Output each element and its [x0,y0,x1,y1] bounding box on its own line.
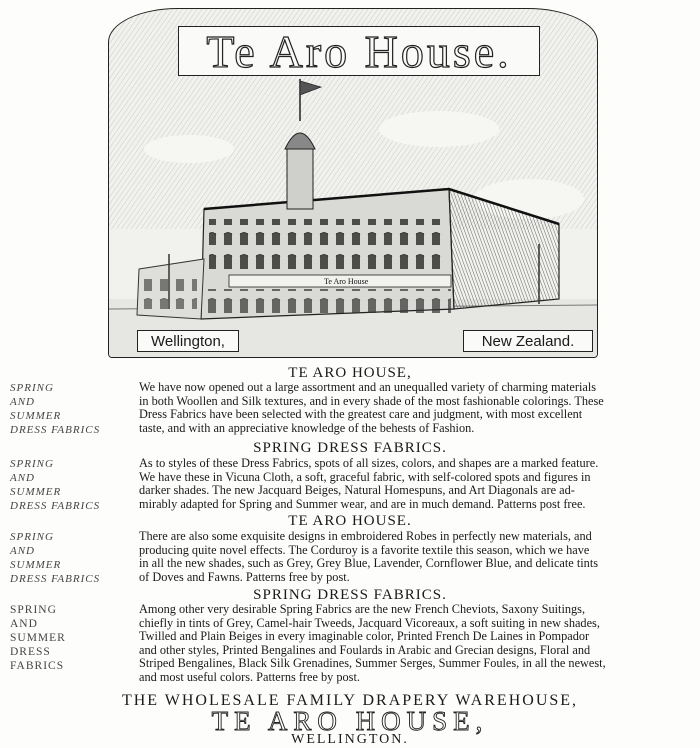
caption-new-zealand: New Zealand. [463,330,593,352]
side-label-line: DRESS FABRICS [10,500,101,512]
paragraph-line: As to styles of these Dress Fabrics, spots of all sizes, colors, and shapes are a marked feature. [139,456,599,470]
side-label-line: SPRING [10,382,54,394]
side-label-line: SPRING [10,604,57,616]
paragraph-line: We have these in Vicuna Cloth, a soft, graceful fabric, with self-colored spots and figures in [139,469,591,484]
section-heading: SPRING DRESS FABRICS. [253,440,447,456]
paragraph-line: chiefly in tints of Grey, Camel-hair Tweeds, Jacquard Vicoreaux, a soft suiting in new shades, [139,615,600,630]
side-label [10,381,138,437]
paragraph-line: darker shades. The new Jacquard Beiges, Natural Homespuns, and Art Diagonals are ad- [139,483,575,498]
paragraph-line: Striped Bengalines, Black Silk Grenadines, Summer Serges, Summer Foules, in all the newest, [139,656,606,671]
section-paragraph [139,381,699,435]
section-paragraph [139,530,699,584]
paragraph-line: We have now opened out a large assortment and an unequalled variety of charming materials [139,380,597,394]
side-label-line: AND [10,472,35,484]
paragraph-line: Twilled and Plain Beiges in every imaginable color, Printed French De Laines in Pompador [139,629,590,644]
section-heading: TE ARO HOUSE, [288,365,412,381]
side-label-line: SPRING [10,458,54,470]
section-heading: SPRING DRESS FABRICS. [253,587,447,603]
footer-store-name: TE ARO HOUSE, [211,706,489,736]
side-label-line: SUMMER [10,632,66,644]
side-label [10,530,138,586]
paragraph-line: producing quite novel effects. The Corduroy is a favorite textile this season, which we have [139,542,590,557]
paragraph-line: taste, and with an appreciative knowledge of the behests of Fashion. [139,420,475,435]
side-label-line: SUMMER [10,410,62,422]
engraving-title-banner: Te Aro House. [178,26,540,76]
section-heading: TE ARO HOUSE. [288,513,412,529]
side-label-line: FABRICS [10,660,65,672]
side-label-line: SPRING [10,531,54,543]
side-label-line: SUMMER [10,559,62,571]
side-label [10,603,138,673]
side-label-line: AND [10,396,35,408]
side-label-line: SUMMER [10,486,62,498]
paragraph-line: and most useful colors. Patterns free by post. [139,669,360,684]
paragraph-line: and other styles, Printed Bengalines and Foulards in Arabic and Grecian designs, Floral and [139,642,591,657]
side-label-line: DRESS FABRICS [10,424,101,436]
caption-wellington: Wellington, [137,330,239,352]
paragraph-line: mirably adapted for Spring and Summer wear, and are in much demand. Patterns post free. [139,496,586,511]
side-label-line: AND [10,545,35,557]
side-label [10,457,138,513]
paragraph-line: There are also some exquisite designs in embroidered Robes in perfectly new materials, and [139,529,592,543]
paragraph-line: in all the new shades, such as Grey, Grey Blue, Lavender, Cornflower Blue, and delicate tints [139,556,599,571]
paragraph-line: in both Woollen and Silk textures, and in every shade of the most fashionable colorings. These [139,393,604,408]
paragraph-line: Among other very desirable Spring Fabrics are the new French Cheviots, Saxony Suitings, [139,602,586,616]
shop-sign: Te Aro House [324,277,369,286]
paragraph-line: of Doves and Fawns. Patterns free by post. [139,569,350,584]
section-paragraph [139,457,699,511]
side-label-line: DRESS [10,646,51,658]
footer-city: WELLINGTON. [291,732,409,747]
side-label-line: DRESS FABRICS [10,573,101,585]
side-label-line: AND [10,618,38,630]
footer-warehouse-line: THE WHOLESALE FAMILY DRAPERY WAREHOUSE, [121,692,579,709]
section-paragraph [139,603,699,685]
paragraph-line: Dress Fabrics have been selected with the greatest care and judgment, with most excellent [139,407,583,422]
